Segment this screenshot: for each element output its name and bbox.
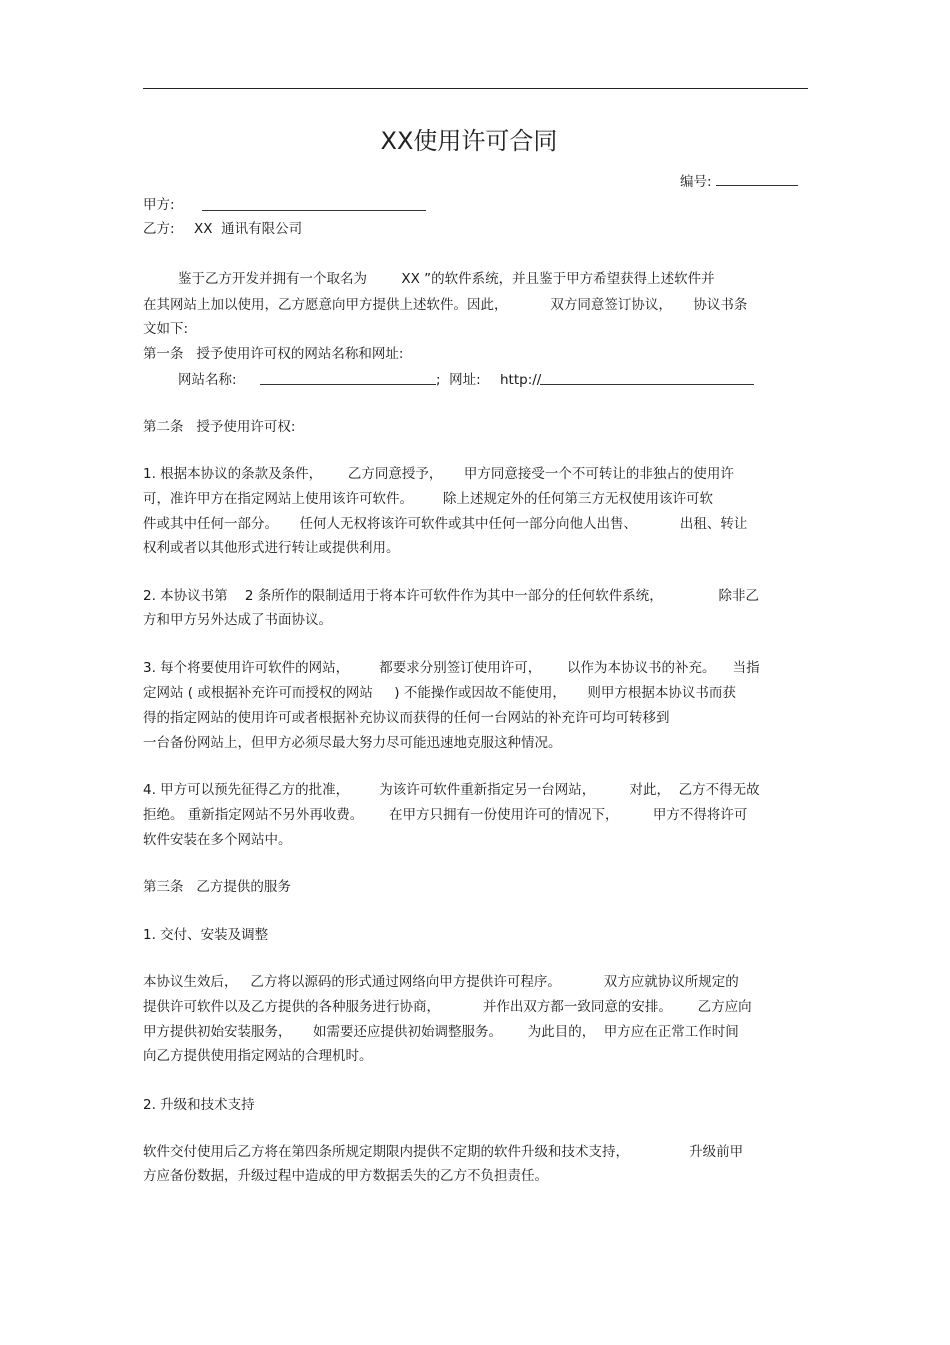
party-a-blank — [202, 196, 426, 211]
clause-2-2-line-2: 方和甲方另外达成了书面协议。 — [143, 612, 332, 628]
clause-2-3-line-2: 定网站 ( 或根据补充许可而授权的网站 ) 不能操作或因故不能使用， 则甲方根据本协议书而获 — [143, 685, 736, 701]
website-name-label: 网站名称: — [178, 372, 237, 388]
clause-2-2-line-1: 2. 本协议书第 2 条所作的限制适用于将本许可软件作为其中一部分的任何软件系统， 除非乙 — [143, 588, 760, 604]
clause-3-1-line-1: 本协议生效后， 乙方将以源码的形式通过网络向甲方提供许可程序。 双方应就协议所规定的 — [143, 974, 739, 990]
contract-number-label: 编号: — [680, 174, 716, 190]
party-b-field — [143, 219, 175, 239]
party-a-label: 甲方: — [143, 197, 175, 213]
clause-2-3-line-4: 一台备份网站上，但甲方必须尽最大努力尽可能迅速地克服这种情况。 — [143, 735, 562, 751]
clause-2-4-line-2: 拒绝。 重新指定网站不另外再收费。 在甲方只拥有一份使用许可的情况下， 甲方不得将许可 — [143, 807, 748, 823]
top-rule — [143, 88, 808, 89]
article-2-heading: 第二条 授予使用许可权: — [143, 419, 296, 435]
party-b-label: 乙方: — [143, 221, 175, 237]
clause-3-2-heading: 2. 升级和技术支持 — [143, 1097, 255, 1113]
preamble-line-1: 鉴于乙方开发并拥有一个取名为 XX ”的软件系统，并且鉴于甲方希望获得上述软件并 — [178, 271, 715, 287]
website-url-label: ; 网址: — [436, 372, 481, 388]
party-b-name: XX 通讯有限公司 — [194, 221, 303, 237]
article-1-heading: 第一条 授予使用许可权的网站名称和网址: — [143, 346, 404, 362]
clause-2-1-line-3: 件或其中任何一部分。 任何人无权将该许可软件或其中任何一部分向他人出售、 出租、转让 — [143, 516, 748, 532]
clause-2-1-line-4: 权利或者以其他形式进行转让或提供利用。 — [143, 540, 400, 556]
clause-3-2-line-2: 方应备份数据，升级过程中造成的甲方数据丢失的乙方不负担责任。 — [143, 1168, 548, 1184]
clause-2-1-line-1: 1. 根据本协议的条款及条件， 乙方同意授予， 甲方同意接受一个不可转让的非独占的使用许 — [143, 466, 734, 482]
clause-3-1-line-4: 向乙方提供使用指定网站的合理机时。 — [143, 1048, 373, 1064]
clause-3-1-line-2: 提供许可软件以及乙方提供的各种服务进行协商， 并作出双方都一致同意的安排。 乙方应向 — [143, 999, 752, 1015]
clause-3-2-line-1: 软件交付使用后乙方将在第四条所规定期限内提供不定期的软件升级和技术支持， 升级前甲 — [143, 1144, 744, 1160]
clause-2-3-line-1: 3. 每个将要使用许可软件的网站， 都要求分别签订使用许可， 以作为本协议书的补充。 当指 — [143, 660, 760, 676]
document-title: XX使用许可合同 — [380, 127, 558, 155]
party-a-field — [143, 195, 175, 215]
clause-3-1-heading: 1. 交付、安装及调整 — [143, 927, 269, 943]
preamble-line-2: 在其网站上加以使用，乙方愿意向甲方提供上述软件。因此， 双方同意签订协议， 协议书条 — [143, 297, 748, 313]
article-3-heading: 第三条 乙方提供的服务 — [143, 879, 291, 895]
clause-2-3-line-3: 得的指定网站的使用许可或者根据补充协议而获得的任何一台网站的补充许可均可转移到 — [143, 710, 670, 726]
website-name-blank — [260, 370, 436, 385]
preamble-line-3: 文如下: — [143, 321, 189, 337]
clause-2-4-line-1: 4. 甲方可以预先征得乙方的批准， 为该许可软件重新指定另一台网站， 对此， 乙方不得无故 — [143, 782, 760, 798]
contract-number-field — [680, 171, 798, 192]
website-url-prefix: http:// — [500, 372, 542, 388]
clause-3-1-line-3: 甲方提供初始安装服务， 如需要还应提供初始调整服务。 为此目的， 甲方应在正常工作时间 — [143, 1024, 739, 1040]
website-url-blank — [540, 370, 754, 385]
clause-2-4-line-3: 软件安装在多个网站中。 — [143, 832, 292, 848]
clause-2-1-line-2: 可，准许甲方在指定网站上使用该许可软件。 除上述规定外的任何第三方无权使用该许可软 — [143, 491, 714, 507]
contract-number-blank — [716, 171, 798, 186]
